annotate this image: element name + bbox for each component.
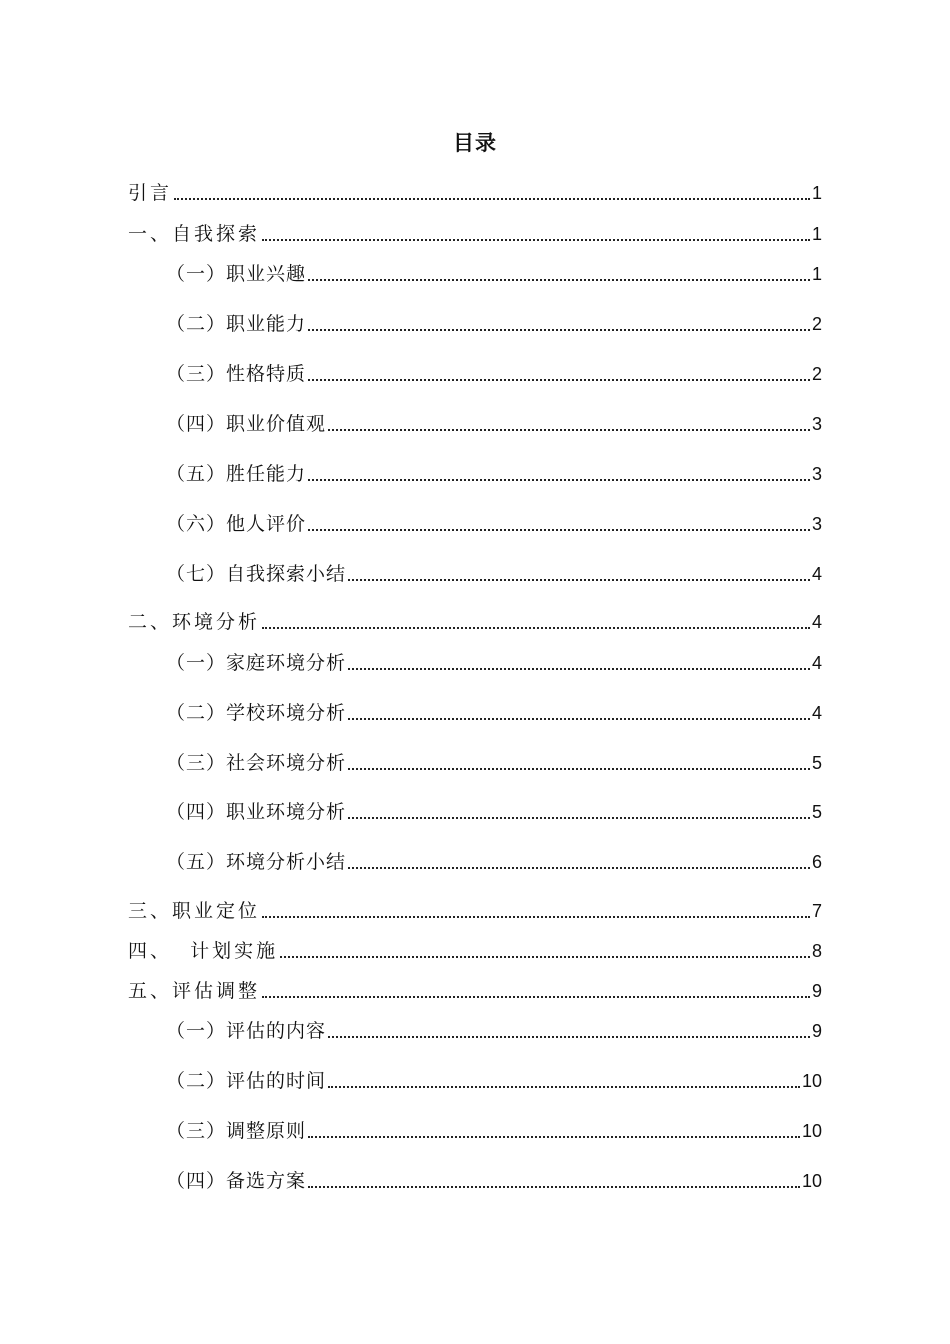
toc-entry-label: 二、环境分析 xyxy=(128,611,261,633)
toc-entry-alternative-plans[interactable] xyxy=(166,1166,822,1196)
toc-entry-evaluation-content[interactable] xyxy=(166,1016,822,1046)
dot-leader xyxy=(328,1086,800,1088)
toc-page-number: 9 xyxy=(811,1021,822,1041)
toc-entry-career-positioning[interactable] xyxy=(128,896,822,926)
dot-leader xyxy=(348,768,810,770)
dot-leader xyxy=(348,867,810,869)
toc-entry-label: （一）职业兴趣 xyxy=(166,263,307,285)
toc-entry-evaluation-adjustment[interactable] xyxy=(128,976,822,1006)
toc-entry-label: （二）学校环境分析 xyxy=(166,702,347,724)
toc-entry-label: （七）自我探索小结 xyxy=(166,563,347,585)
dot-leader xyxy=(308,529,810,531)
toc-page-number: 9 xyxy=(811,981,822,1001)
dot-leader xyxy=(348,579,810,581)
toc-entry-evaluation-time[interactable] xyxy=(166,1066,822,1096)
dot-leader xyxy=(262,627,810,629)
toc-entry-family-environment[interactable] xyxy=(166,648,822,678)
toc-entry-career-environment[interactable] xyxy=(166,797,822,827)
toc-entry-career-values[interactable] xyxy=(166,409,822,439)
toc-entry-label: （一）评估的内容 xyxy=(166,1020,327,1042)
toc-entry-career-interest[interactable] xyxy=(166,259,822,289)
toc-entry-career-ability[interactable] xyxy=(166,309,822,339)
toc-page-number: 10 xyxy=(801,1121,822,1141)
toc-page-number: 3 xyxy=(811,464,822,484)
toc-entry-label: （四）职业价值观 xyxy=(166,413,327,435)
dot-leader xyxy=(348,718,810,720)
toc-entry-adjustment-principles[interactable] xyxy=(166,1116,822,1146)
toc-entry-label: （三）社会环境分析 xyxy=(166,752,347,774)
dot-leader xyxy=(308,279,810,281)
toc-page-number: 10 xyxy=(801,1071,822,1091)
toc-page-number: 2 xyxy=(811,314,822,334)
toc-page-number: 5 xyxy=(811,802,822,822)
toc-page-number: 1 xyxy=(811,224,822,244)
dot-leader xyxy=(308,479,810,481)
toc-page-number: 7 xyxy=(811,901,822,921)
toc-entry-social-environment[interactable] xyxy=(166,748,822,778)
toc-entry-label: 五、评估调整 xyxy=(128,980,261,1002)
toc-entry-label: 三、职业定位 xyxy=(128,900,261,922)
dot-leader xyxy=(308,1186,800,1188)
toc-entry-personality[interactable] xyxy=(166,359,822,389)
toc-entry-competency[interactable] xyxy=(166,459,822,489)
toc-page-number: 3 xyxy=(811,414,822,434)
toc-page-number: 6 xyxy=(811,852,822,872)
toc-page-number: 2 xyxy=(811,364,822,384)
toc-entry-label: 四、 计划实施 xyxy=(128,940,279,962)
dot-leader xyxy=(280,956,810,958)
toc-page-number: 4 xyxy=(811,612,822,632)
toc-entry-label: （五）胜任能力 xyxy=(166,463,307,485)
toc-page-number: 4 xyxy=(811,564,822,584)
toc-entry-label: （六）他人评价 xyxy=(166,513,307,535)
toc-page-number: 8 xyxy=(811,941,822,961)
dot-leader xyxy=(308,1136,800,1138)
toc-entry-label: （二）评估的时间 xyxy=(166,1070,327,1092)
toc-page-number: 3 xyxy=(811,514,822,534)
dot-leader xyxy=(348,817,810,819)
toc-entry-label: （四）备选方案 xyxy=(166,1170,307,1192)
toc-entry-label: （五）环境分析小结 xyxy=(166,851,347,873)
dot-leader xyxy=(328,1036,810,1038)
toc-entry-label: 引言 xyxy=(128,182,173,204)
toc-page-number: 1 xyxy=(811,264,822,284)
dot-leader xyxy=(348,668,810,670)
toc-page-number: 4 xyxy=(811,703,822,723)
dot-leader xyxy=(262,996,810,998)
dot-leader xyxy=(262,916,810,918)
toc-entry-label: （四）职业环境分析 xyxy=(166,801,347,823)
toc-entry-self-summary[interactable] xyxy=(166,559,822,589)
dot-leader xyxy=(174,198,810,200)
toc-entry-label: （三）性格特质 xyxy=(166,363,307,385)
toc-page-number: 4 xyxy=(811,653,822,673)
toc-entry-label: （一）家庭环境分析 xyxy=(166,652,347,674)
dot-leader xyxy=(308,379,810,381)
toc-page-number: 10 xyxy=(801,1171,822,1191)
toc-entry-plan-implementation[interactable] xyxy=(128,936,822,966)
toc-page-number: 5 xyxy=(811,753,822,773)
toc-entry-label: 一、自我探索 xyxy=(128,223,261,245)
toc-entry-environment-summary[interactable] xyxy=(166,847,822,877)
toc-entry-school-environment[interactable] xyxy=(166,698,822,728)
toc-entry-environment-analysis[interactable] xyxy=(128,607,822,637)
toc-entry-intro[interactable] xyxy=(128,178,822,208)
dot-leader xyxy=(328,429,810,431)
dot-leader xyxy=(262,239,810,241)
dot-leader xyxy=(308,329,810,331)
toc-entry-label: （二）职业能力 xyxy=(166,313,307,335)
toc-page-number: 1 xyxy=(811,183,822,203)
toc-entry-peer-evaluation[interactable] xyxy=(166,509,822,539)
toc-entry-label: （三）调整原则 xyxy=(166,1120,307,1142)
toc-entry-self-exploration[interactable] xyxy=(128,219,822,249)
toc-title: 目录 xyxy=(453,131,497,155)
